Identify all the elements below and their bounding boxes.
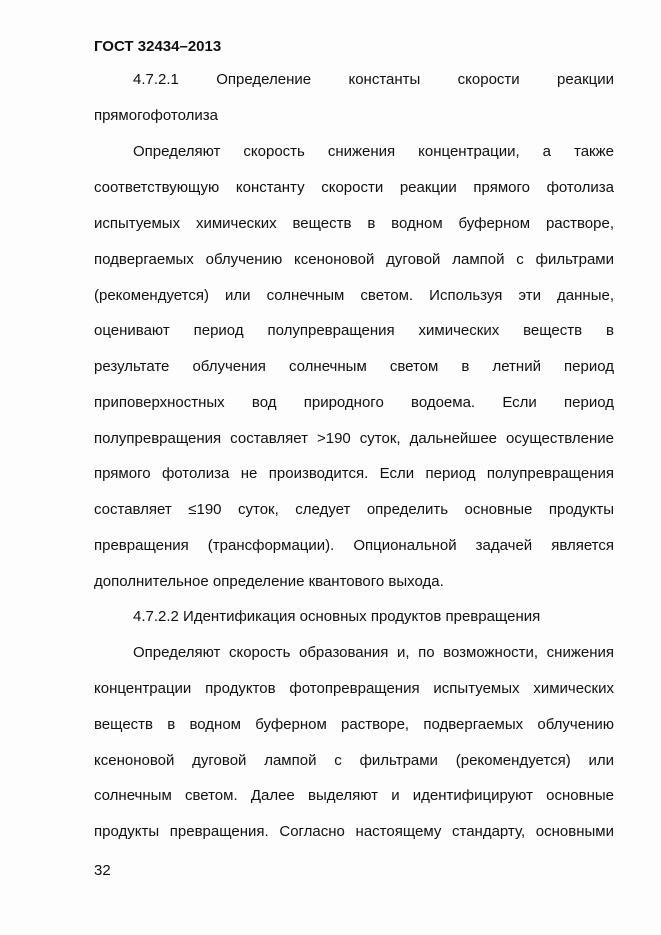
paragraph-line: соответствующую константу скорости реакции прямого фотолиза bbox=[94, 179, 614, 196]
paragraph-line: результате облучения солнечным светом в летний период bbox=[94, 358, 614, 375]
paragraph-line: составляет ≤190 суток, следует определить основные продукты bbox=[94, 501, 614, 518]
paragraph-line: концентрации продуктов фотопревращения испытуемых химических bbox=[94, 680, 614, 697]
paragraph-line: солнечным светом. Далее выделяют и идентифицируют основные bbox=[94, 787, 614, 804]
paragraph-line: продукты превращения. Согласно настоящему стандарту, основными bbox=[94, 823, 614, 840]
paragraph-line: превращения (трансформации). Опциональной задачей является bbox=[94, 537, 614, 554]
paragraph-line: подвергаемых облучению ксеноновой дуговой лампой с фильтрами bbox=[94, 251, 614, 268]
paragraph-line: Определяют скорость образования и, по возможности, снижения bbox=[133, 644, 614, 661]
paragraph-line: веществ в водном буферном растворе, подвергаемых облучению bbox=[94, 716, 614, 733]
paragraph-line: Определяют скорость снижения концентрации, а также bbox=[133, 143, 614, 160]
paragraph-line: дополнительное определение квантового выхода. bbox=[94, 573, 444, 590]
section-heading-4-7-2-2: 4.7.2.2 Идентификация основных продуктов превращения bbox=[133, 608, 541, 625]
section-heading-continuation: прямогофотолиза bbox=[94, 107, 218, 124]
paragraph-line: (рекомендуется) или солнечным светом. Используя эти данные, bbox=[94, 287, 614, 304]
paragraph-line: испытуемых химических веществ в водном буферном растворе, bbox=[94, 215, 614, 232]
section-heading-4-7-2-1: 4.7.2.1 Определение константы скорости реакции bbox=[133, 71, 614, 88]
paragraph-line: прямого фотолиза не производится. Если период полупревращения bbox=[94, 465, 614, 482]
page-number: 32 bbox=[94, 862, 111, 879]
paragraph-line: полупревращения составляет >190 суток, дальнейшее осуществление bbox=[94, 430, 614, 447]
paragraph-line: оценивают период полупревращения химических веществ в bbox=[94, 322, 614, 339]
paragraph-line: приповерхностных вод природного водоема. Если период bbox=[94, 394, 614, 411]
document-header-title: ГОСТ 32434–2013 bbox=[94, 38, 222, 55]
paragraph-line: ксеноновой дуговой лампой с фильтрами (рекомендуется) или bbox=[94, 752, 614, 769]
